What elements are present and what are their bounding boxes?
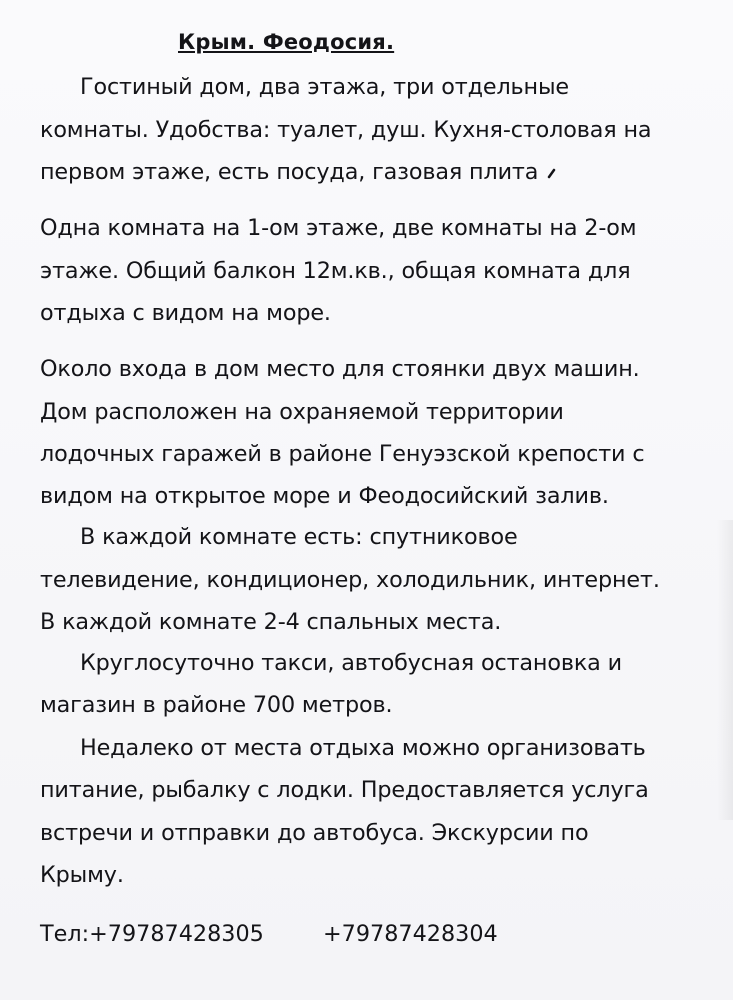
text-line-17: питание, рыбалку с лодки. Предоставляется услуга	[40, 777, 649, 803]
text-line-3	[40, 157, 560, 187]
text-line-7: Около входа в дом место для стоянки двух машин.	[40, 356, 640, 382]
paper-fold-shadow	[717, 520, 733, 820]
text-line-5: этаже. Общий балкон 12м.кв., общая комната для	[40, 258, 631, 284]
text-line-15: магазин в районе 700 метров.	[40, 692, 393, 718]
text-line-3-text: первом этаже, есть посуда, газовая плита	[40, 159, 539, 185]
phone-number-2: +79787428304	[323, 921, 498, 947]
document-title: Крым. Феодосия.	[178, 30, 395, 54]
text-line-18: встречи и отправки до автобуса. Экскурсии по	[40, 820, 589, 846]
text-line-13: В каждой комнате 2-4 спальных места.	[40, 609, 502, 635]
text-line-11: В каждой комнате есть: спутниковое	[80, 524, 518, 550]
text-line-4: Одна комната на 1-ом этаже, две комнаты на 2-ом	[40, 215, 637, 241]
text-line-19: Крыму.	[40, 862, 124, 888]
text-line-9: лодочных гаражей в районе Генуэзской крепости с	[40, 441, 645, 467]
phone-number-1: Тел:+79787428305	[40, 921, 264, 947]
text-line-6: отдыха с видом на море.	[40, 300, 331, 326]
text-line-1: Гостиный дом, два этажа, три отдельные	[80, 74, 569, 100]
text-line-2: комнаты. Удобства: туалет, душ. Кухня-столовая на	[40, 117, 652, 143]
pen-mark	[546, 166, 560, 180]
text-line-10: видом на открытое море и Феодосийский залив.	[40, 483, 609, 509]
text-line-14: Круглосуточно такси, автобусная остановка и	[80, 650, 622, 676]
text-line-8: Дом расположен на охраняемой территории	[40, 399, 564, 425]
text-line-16: Недалеко от места отдыха можно организовать	[80, 735, 646, 761]
text-line-12: телевидение, кондиционер, холодильник, интернет.	[40, 567, 660, 593]
